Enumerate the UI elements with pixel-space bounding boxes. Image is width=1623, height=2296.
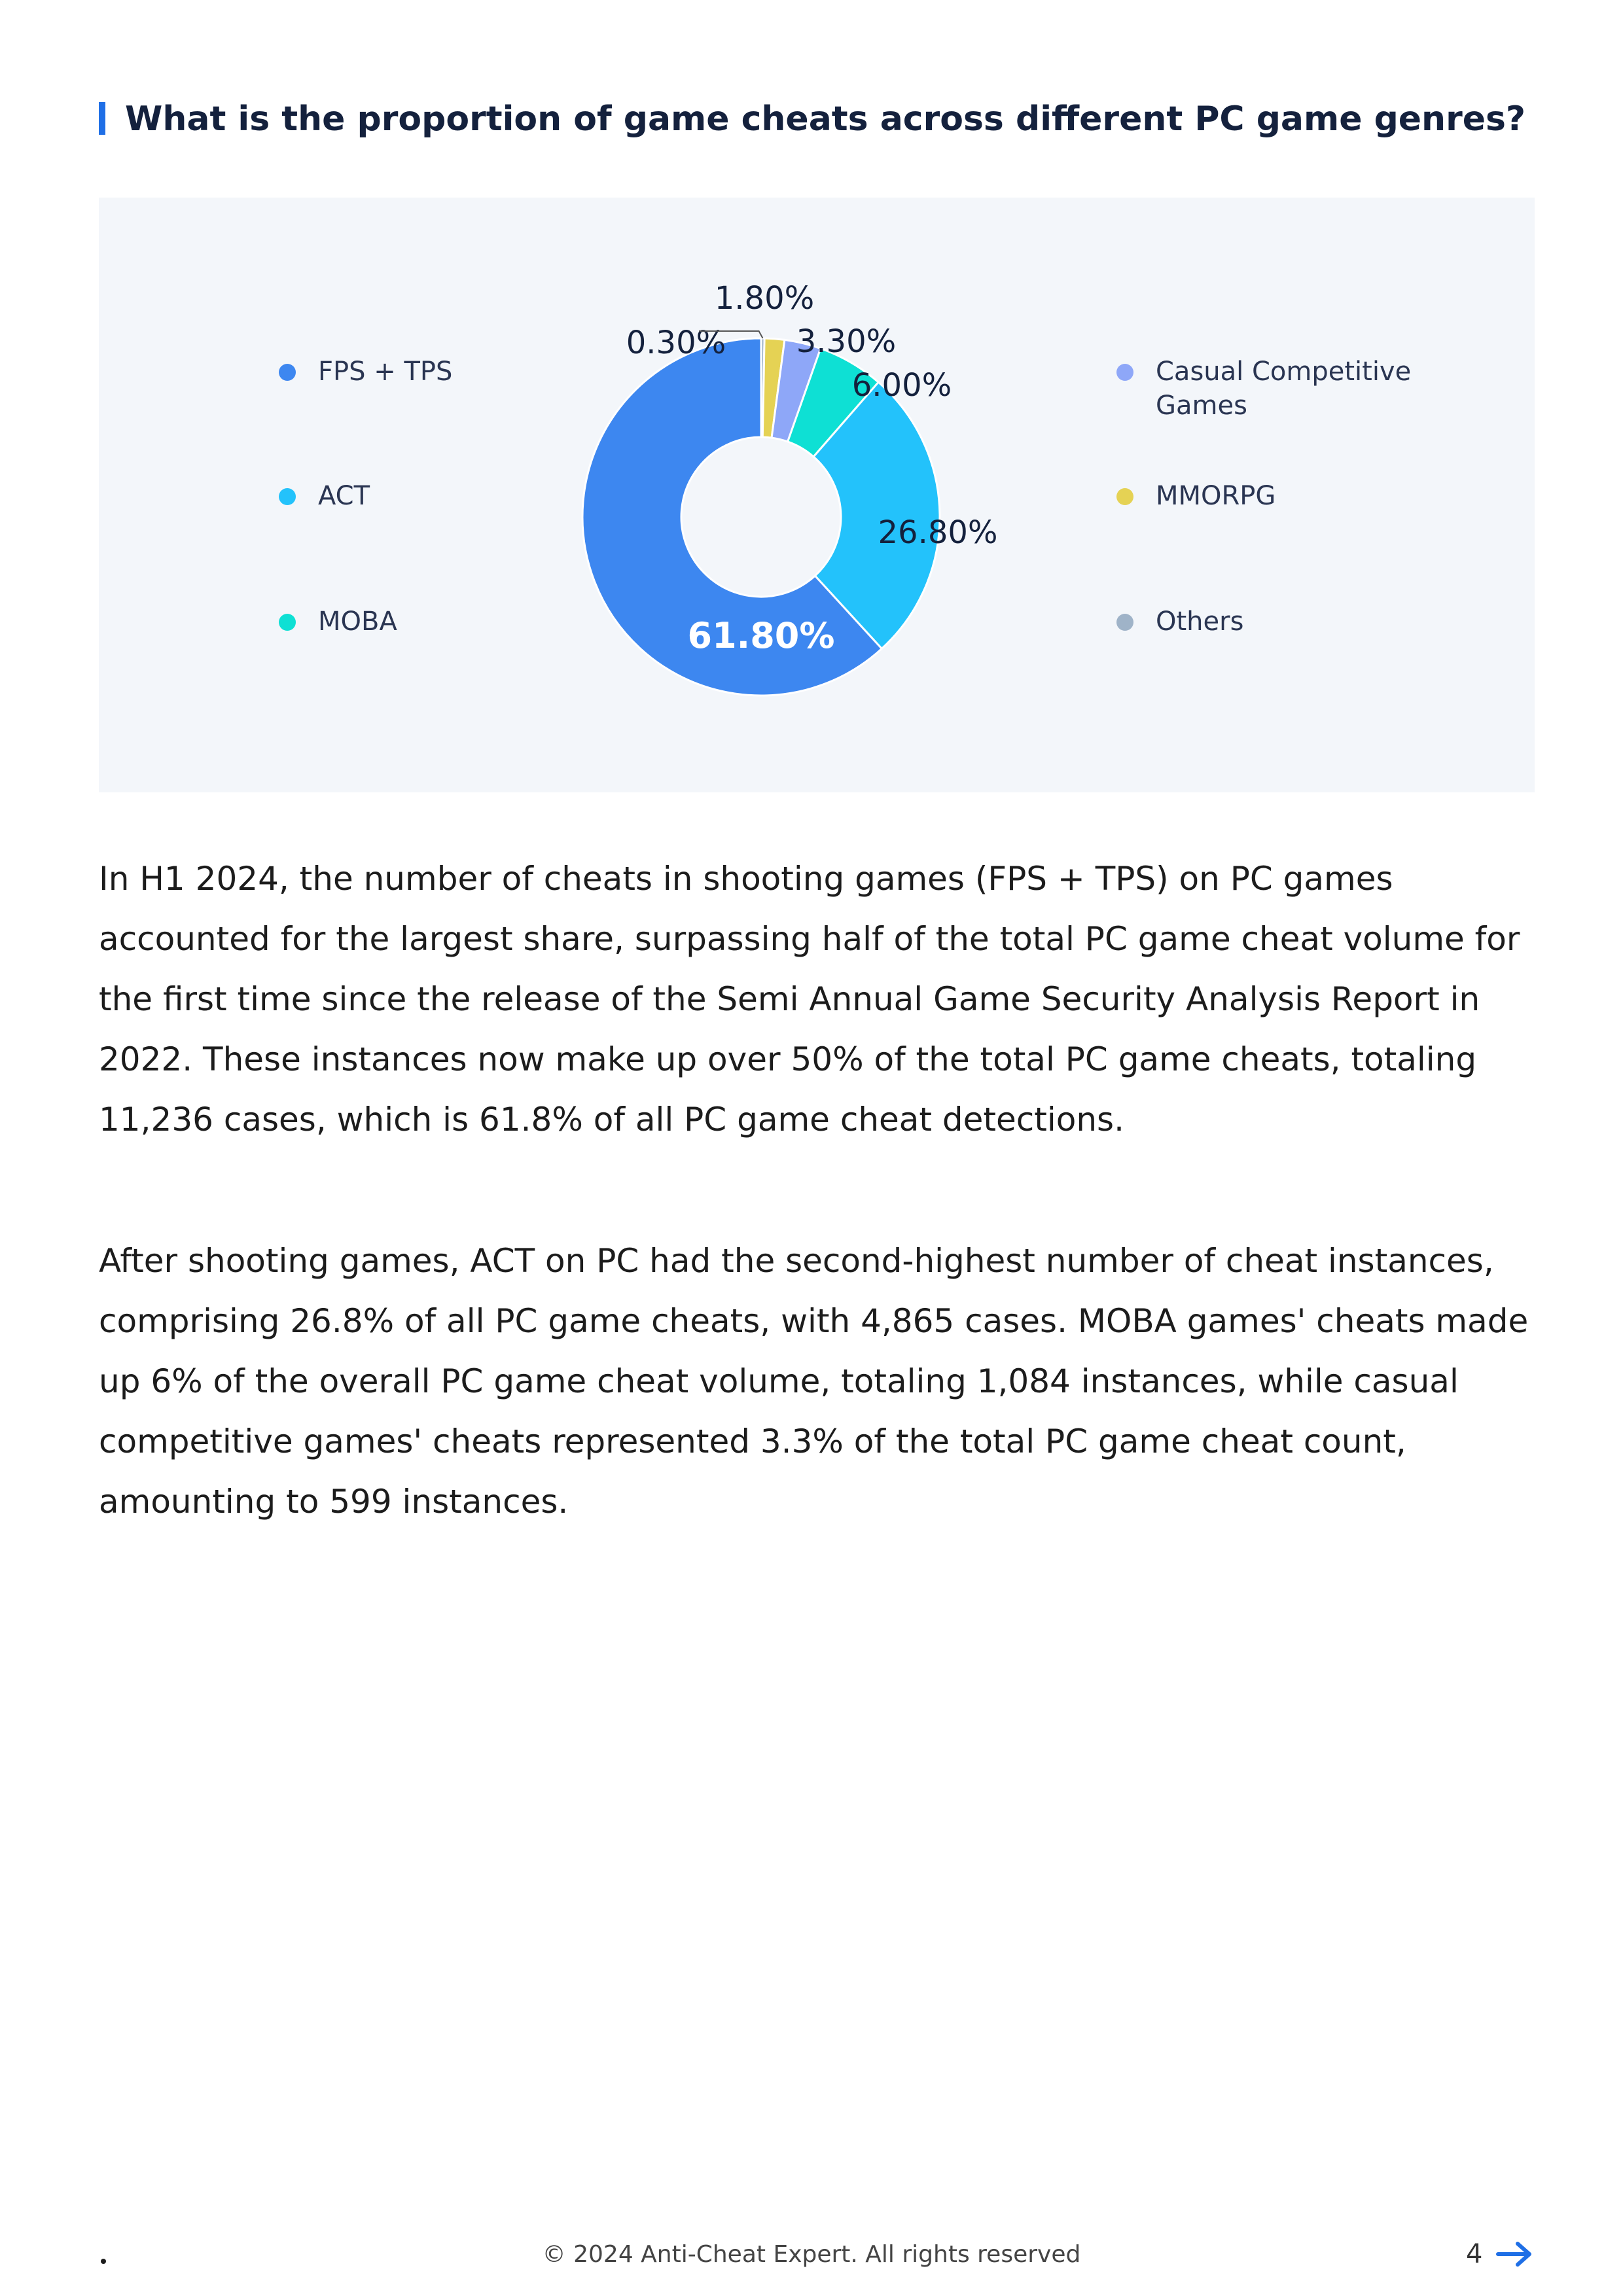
legend-label-moba: MOBA <box>318 607 397 637</box>
paragraph-1: In H1 2024, the number of cheats in shooting games (FPS + TPS) on PC games accounted for the largest share, surpassing half of the total PC game cheat volume for the first time since the release of the Semi Annual Game Security Analysis Report in 2022. These instances now make up over 50% of the total PC game cheats, totaling 11,236 cases, which is 61.8% of all PC game cheat detections. <box>99 860 1520 1139</box>
heading-accent-bar <box>99 102 105 135</box>
value-label-others: 0.30% <box>626 325 726 361</box>
legend-label-fps-tps: FPS + TPS <box>318 357 453 387</box>
value-label-act: 26.80% <box>878 514 998 551</box>
value-label-mmorpg: 1.80% <box>714 280 815 317</box>
donut-chart <box>99 198 1535 792</box>
page-number: 4 <box>1466 2239 1483 2269</box>
paragraph-2: After shooting games, ACT on PC had the second-highest number of cheat instances, comprising 26.8% of all PC game cheats, with 4,865 cases. MOBA games' cheats made up 6% of the overall PC game cheat volume, totaling 1,084 instances, while casual competitive games' cheats represented 3.3% of the total PC game cheat count, amounting to 599 instances. <box>99 1242 1529 1521</box>
heading-text: What is the proportion of game cheats across different PC game genres? <box>125 99 1526 139</box>
legend-label-mmorpg: MMORPG <box>1156 481 1276 511</box>
value-label-moba: 6.00% <box>851 367 952 404</box>
legend-label-others: Others <box>1156 607 1244 637</box>
legend-label-act: ACT <box>318 481 370 511</box>
value-label-fps-tps: 61.80% <box>687 615 835 656</box>
chart-panel <box>99 198 1535 792</box>
legend-label-casual-competitive: Casual Competitive Games <box>1156 357 1412 421</box>
footer-copyright: © 2024 Anti-Cheat Expert. All rights reserved <box>542 2241 1081 2268</box>
value-label-casual-competitive-games: 3.30% <box>796 323 897 360</box>
next-page-arrow-icon[interactable] <box>1495 2238 1535 2270</box>
